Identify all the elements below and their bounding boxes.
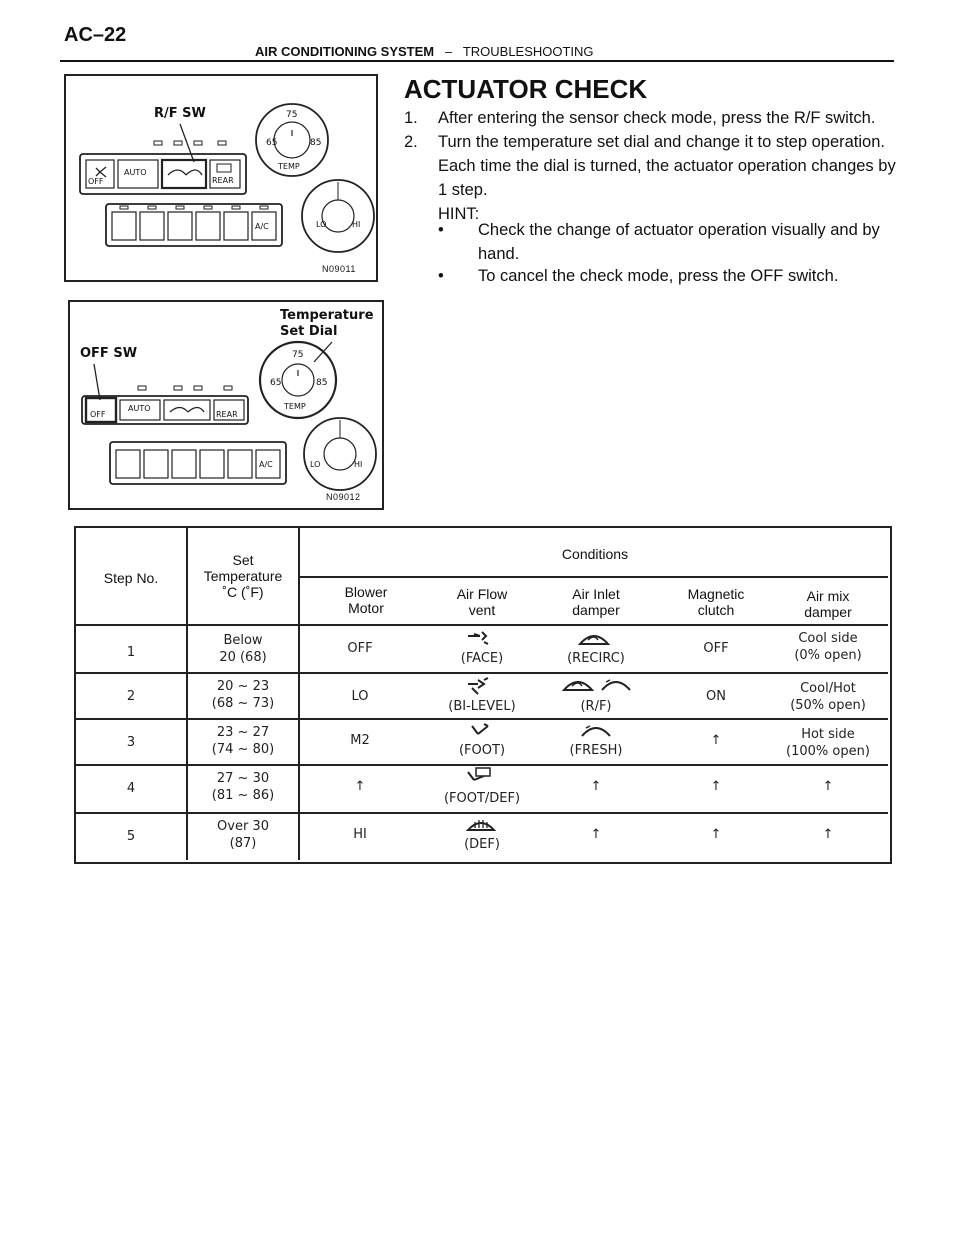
row4-mix: ↑: [822, 779, 834, 794]
header-clutch-line2: clutch: [697, 602, 735, 618]
btn-auto-label: AUTO: [124, 168, 147, 177]
foot-def-icon: [464, 766, 494, 788]
header-airflow-line2: vent: [468, 602, 496, 618]
btn-auto-label: AUTO: [128, 404, 151, 413]
row4-blower: ↑: [354, 779, 366, 794]
row1-mix-line1: Cool side: [798, 631, 858, 646]
dial-65-label: 65: [266, 138, 278, 148]
header-blower-motor: [306, 584, 426, 616]
row5-blower: HI: [353, 827, 367, 842]
row3-mix: [768, 726, 888, 760]
header-section: AIR CONDITIONING SYSTEM: [255, 44, 435, 59]
header-rule: [60, 60, 894, 62]
row3-blower: M2: [350, 733, 370, 748]
foot-vent-icon: [468, 722, 492, 740]
header-clutch-line1: Magnetic: [687, 586, 745, 602]
row5-temp: [188, 818, 298, 852]
header-mix-line2: damper: [804, 604, 852, 620]
fresh-icon: [578, 722, 614, 740]
bullet-text: To cancel the check mode, press the OFF switch.: [478, 267, 839, 285]
actuator-table: [74, 526, 892, 864]
header-step-no: Step No.: [103, 570, 159, 586]
row1-mix: [768, 630, 888, 664]
btn-rear-label: REAR: [216, 410, 238, 419]
face-vent-icon: [464, 630, 494, 648]
btn-ac-label: A/C: [255, 222, 269, 231]
hint-text: HINT:: [438, 205, 480, 223]
row3-flow: (FOOT): [458, 743, 506, 758]
row1-inlet: (RECIRC): [567, 651, 625, 666]
header-inlet-line1: Air Inlet: [572, 586, 620, 602]
row3-inlet: (FRESH): [569, 743, 623, 758]
header-air-flow: [422, 586, 542, 618]
btn-ac-label: A/C: [259, 460, 273, 469]
row1-step: 1: [126, 645, 136, 660]
row2-step: 2: [126, 689, 136, 704]
row4-temp-line2: (81 ~ 86): [211, 788, 275, 803]
row5-mix: ↑: [822, 827, 834, 842]
header-set-temp-line2: Temperature: [203, 568, 283, 584]
blower-hi-label: HI: [354, 460, 363, 469]
dial-85-label: 85: [310, 138, 322, 148]
defroster-icon: [466, 816, 496, 834]
row5-inlet: ↑: [590, 827, 602, 842]
header-set-temp: [188, 552, 298, 600]
row1-temp-line1: Below: [223, 633, 263, 648]
row3-step: 3: [126, 735, 136, 750]
rf-sw-label: R/F SW: [154, 106, 206, 121]
header-mix-line1: Air mix: [806, 588, 850, 604]
figure-rf-switch: [64, 74, 378, 282]
dial-temp-label: TEMP: [278, 162, 300, 171]
btn-off-label: OFF: [90, 410, 106, 419]
blower-hi-label: HI: [352, 220, 361, 229]
row3-clutch: ↑: [710, 733, 722, 748]
row2-mix-line2: (50% open): [790, 698, 866, 713]
header-air-inlet: [536, 586, 656, 618]
step-text: After entering the sensor check mode, press the R/F switch.: [438, 109, 876, 127]
dial-75-label: 75: [286, 110, 298, 120]
step-number: 1.: [404, 109, 418, 127]
figure-off-switch: [68, 300, 384, 510]
header-subsection: TROUBLESHOOTING: [462, 44, 594, 59]
header-air-mix: [768, 588, 888, 620]
row3-mix-line1: Hot side: [801, 727, 855, 742]
header-conditions: Conditions: [561, 546, 629, 562]
recirc-icon: [576, 630, 612, 648]
header-set-temp-line3: ˚C (˚F): [222, 584, 264, 600]
header-set-temp-line1: Set: [232, 552, 254, 568]
btn-rear-label: REAR: [212, 176, 234, 185]
rf-icon: [560, 676, 636, 694]
row3-temp-line2: (74 ~ 80): [211, 742, 275, 757]
row3-mix-line2: (100% open): [786, 744, 870, 759]
row4-step: 4: [126, 781, 136, 796]
row5-temp-line1: Over 30: [217, 819, 269, 834]
step-1: [404, 106, 900, 130]
dial-temp-label: TEMP: [284, 402, 306, 411]
bullet-char: •: [438, 221, 444, 239]
row2-temp: [188, 678, 298, 712]
row5-flow: (DEF): [464, 837, 500, 852]
row2-inlet: (R/F): [580, 699, 612, 714]
control-panel-drawing: [70, 302, 382, 508]
row5-step: 5: [126, 829, 136, 844]
blower-lo-label: LO: [310, 460, 321, 469]
row1-blower: OFF: [347, 641, 373, 656]
row1-clutch: OFF: [703, 641, 729, 656]
header-magnetic-clutch: [656, 586, 776, 618]
btn-off-label: OFF: [88, 177, 104, 186]
page-number: AC–22: [64, 24, 127, 46]
row2-temp-line1: 20 ~ 23: [216, 679, 270, 694]
row4-inlet: ↑: [590, 779, 602, 794]
bullet-text: Check the change of actuator operation visually and by hand.: [478, 221, 880, 263]
hint-bullet-1: [438, 218, 900, 266]
step-text: Turn the temperature set dial and change it to step operation. Each time the dial is turned, the actuator operation changes by 1 step.: [438, 133, 896, 199]
row2-mix: [768, 680, 888, 714]
row4-flow: (FOOT/DEF): [443, 791, 521, 806]
dial-75-label: 75: [292, 350, 304, 360]
row4-clutch: ↑: [710, 779, 722, 794]
header-separator: –: [444, 44, 453, 59]
dial-65-label: 65: [270, 378, 282, 388]
hint-bullet-2: [438, 264, 900, 288]
row3-temp-line1: 23 ~ 27: [216, 725, 270, 740]
running-header: [255, 44, 594, 59]
row2-mix-line1: Cool/Hot: [800, 681, 856, 696]
dial-85-label: 85: [316, 378, 328, 388]
row5-clutch: ↑: [710, 827, 722, 842]
row5-temp-line2: (87): [229, 836, 257, 851]
header-inlet-line2: damper: [572, 602, 620, 618]
row1-flow: (FACE): [460, 651, 504, 666]
temp-dial-label: Temperature Set Dial: [280, 308, 374, 339]
header-blower-line1: Blower: [344, 584, 388, 600]
figure-code: N09012: [326, 492, 361, 502]
off-sw-label: OFF SW: [80, 346, 138, 361]
bullet-char: •: [438, 267, 444, 285]
row4-temp: [188, 770, 298, 804]
blower-lo-label: LO: [316, 220, 327, 229]
row1-temp: [188, 632, 298, 666]
row4-temp-line1: 27 ~ 30: [216, 771, 270, 786]
row2-temp-line2: (68 ~ 73): [211, 696, 275, 711]
step-2: [404, 130, 900, 202]
figure-code: N09011: [322, 264, 356, 274]
row3-temp: [188, 724, 298, 758]
bi-level-icon: [464, 676, 494, 696]
row2-blower: LO: [351, 689, 369, 704]
row2-clutch: ON: [706, 689, 726, 704]
row1-temp-line2: 20 (68): [219, 650, 267, 665]
header-airflow-line1: Air Flow: [456, 586, 508, 602]
header-blower-line2: Motor: [348, 600, 384, 616]
section-title: ACTUATOR CHECK: [404, 74, 648, 104]
row1-mix-line2: (0% open): [794, 648, 862, 663]
step-number: 2.: [404, 133, 418, 151]
row2-flow: (BI-LEVEL): [448, 699, 516, 714]
